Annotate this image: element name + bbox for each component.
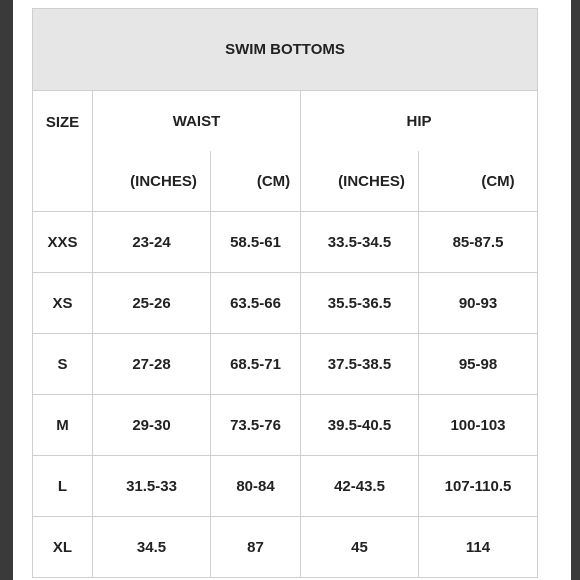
waist-cm-cell: 58.5-61: [211, 212, 301, 273]
header-row: [33, 91, 538, 152]
hip-cm-cell: 100-103: [419, 395, 538, 456]
size-cell: S: [33, 334, 93, 395]
waist-cm-cell: 68.5-71: [211, 334, 301, 395]
waist-inches-cell: 34.5: [93, 517, 211, 578]
waist-cm-cell: 87: [211, 517, 301, 578]
hip-inches-cell: 33.5-34.5: [301, 212, 419, 273]
units-row: [33, 151, 538, 212]
hip-inches-header: (INCHES): [301, 151, 419, 212]
size-chart-sheet: [18, 0, 568, 580]
waist-cm-cell: 73.5-76: [211, 395, 301, 456]
hip-cm-cell: 114: [419, 517, 538, 578]
hip-cm-cell: 85-87.5: [419, 212, 538, 273]
waist-inches-cell: 29-30: [93, 395, 211, 456]
hip-inches-cell: 45: [301, 517, 419, 578]
waist-inches-cell: 27-28: [93, 334, 211, 395]
size-chart-table: [32, 8, 538, 578]
hip-cm-cell: 107-110.5: [419, 456, 538, 517]
waist-inches-header: (INCHES): [93, 151, 211, 212]
title-row: [33, 9, 538, 91]
table-row: [33, 517, 538, 578]
hip-inches-cell: 35.5-36.5: [301, 273, 419, 334]
size-cell: XXS: [33, 212, 93, 273]
waist-inches-cell: 23-24: [93, 212, 211, 273]
table-row: [33, 395, 538, 456]
waist-inches-cell: 25-26: [93, 273, 211, 334]
size-header: SIZE: [33, 91, 93, 212]
waist-inches-cell: 31.5-33: [93, 456, 211, 517]
hip-inches-cell: 39.5-40.5: [301, 395, 419, 456]
hip-cm-header: (CM): [419, 151, 538, 212]
frame-edge-right: [571, 0, 580, 580]
hip-inches-cell: 37.5-38.5: [301, 334, 419, 395]
hip-cm-cell: 95-98: [419, 334, 538, 395]
chart-title: SWIM BOTTOMS: [33, 9, 538, 91]
table-row: [33, 456, 538, 517]
table-row: [33, 334, 538, 395]
table-row: [33, 212, 538, 273]
hip-header: HIP: [301, 91, 538, 152]
table-row: [33, 273, 538, 334]
waist-cm-cell: 63.5-66: [211, 273, 301, 334]
frame-edge-left: [0, 0, 13, 580]
waist-cm-header: (CM): [211, 151, 301, 212]
size-cell: M: [33, 395, 93, 456]
hip-inches-cell: 42-43.5: [301, 456, 419, 517]
hip-cm-cell: 90-93: [419, 273, 538, 334]
size-cell: XL: [33, 517, 93, 578]
size-cell: XS: [33, 273, 93, 334]
size-cell: L: [33, 456, 93, 517]
waist-cm-cell: 80-84: [211, 456, 301, 517]
waist-header: WAIST: [93, 91, 301, 152]
